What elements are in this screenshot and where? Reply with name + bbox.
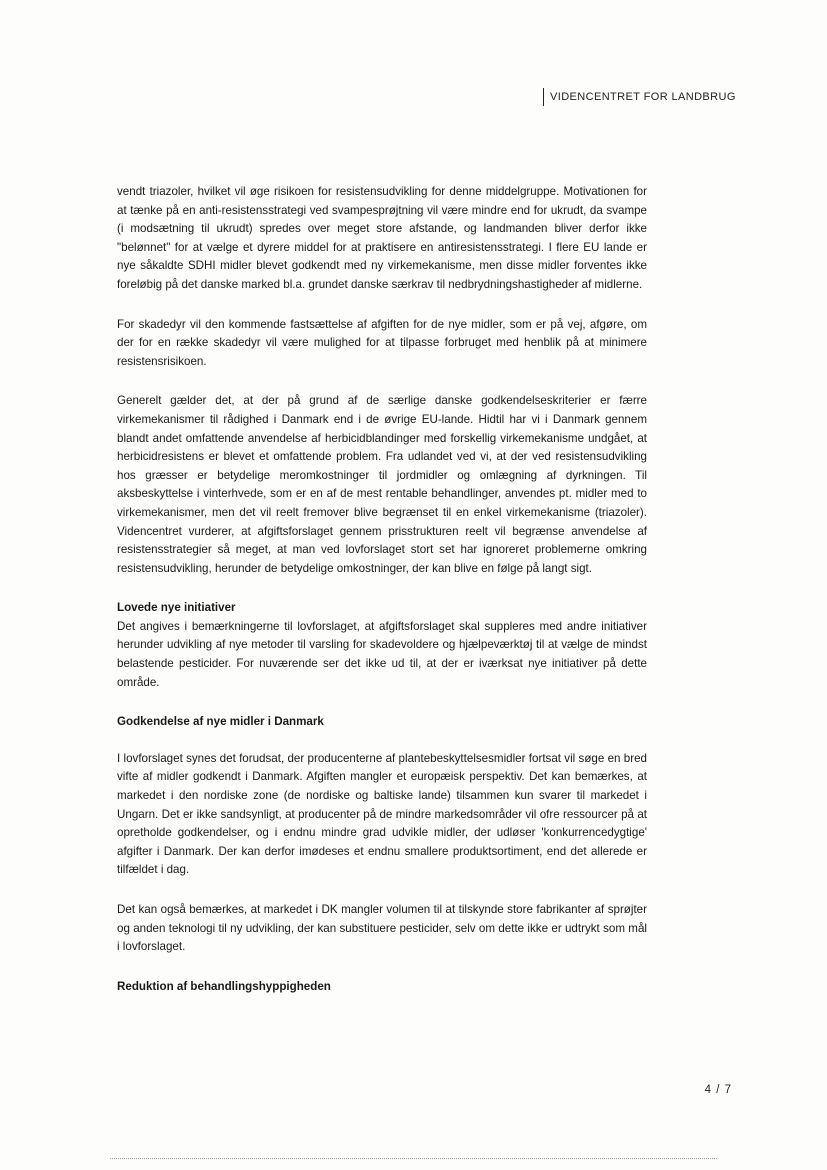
- section-heading-reduktion: Reduktion af behandlingshyppigheden: [117, 979, 331, 993]
- paragraph-triazoler: vendt triazoler, hvilket vil øge risikoen for resistensudvikling for denne middelgruppe. Motivationen for at tænke på en anti-resistensstrategi ved svampesprøjtning vil være mindre end for ukrudt, da svampe (i modsætning til ukrudt) spredes over meget store afstande, og landmanden bliver derfor ikke "belønnet" for at vælge et dyrere middel for at praktisere en antiresistensstrategi. I flere EU lande er nye såkaldte SDHI midler blevet godkendt med ny virkemekanisme, men disse midler forventes ikke foreløbig på det danske marked bl.a. grundet danske særkrav til nedbrydningshastigheder af midlerne.: [117, 185, 647, 291]
- organization-header: [543, 88, 736, 106]
- section-heading-godkendelse: Godkendelse af nye midler i Danmark: [117, 715, 324, 729]
- document-body: [117, 183, 647, 996]
- page-number: 4 / 7: [704, 1084, 732, 1096]
- paragraph-skadedyr: For skadedyr vil den kommende fastsættelse af afgiften for de nye midler, som er på vej, afgøre, om der for en række skadedyr vil være mulighed for at tilpasse forbruget med henblik på at minimere resistensrisikoen.: [117, 317, 647, 368]
- paragraph-generelt: Generelt gælder det, at der på grund af de særlige danske godkendelseskriterier er færre virkemekanismer til rådighed i Danmark end i de øvrige EU-lande. Hidtil har vi i Danmark gennem blandt andet omfattende anvendelse af herbicidblandinger med forskellig virkemekanisme undgået, at herbicidresistens er blevet et omfattende problem. Fra udlandet ved vi, at der ved resistensudvikling hos græsser er betydelige meromkostninger til jordmidler og omlægning af dyrkningen. Til aksbeskyttelse i vinterhvede, som er en af de mest rentable behandlinger, anvendes pt. midler med to virkemekanismer, men det vil reelt fremover blive begrænset til en enkel virkemekanisme (triazoler). Videncentret vurderer, at afgiftsforslaget gennem prisstrukturen reelt vil begrænse anvendelse af resistensstrategier så meget, at man ved lovforslaget stort set har ignoreret problemerne omkring resistensudvikling, herunder de betydelige omkostninger, der kan blive en følge på langt sigt.: [117, 394, 647, 575]
- section-heading-lovede-initiativer: Lovede nye initiativer: [117, 601, 236, 615]
- paragraph-godkendelse: I lovforslaget synes det forudsat, der producenterne af plantebeskyttelsesmidler fortsat vil søge en bred vifte af midler godkendt i Danmark. Afgiften mangler et europæisk perspektiv. Det kan bemærkes, at markedet i den nordiske zone (de nordiske og baltiske lande) tilsammen kun svarer til markedet i Ungarn. Det er ikke sandsynligt, at producenter på de mindre markedsområder vil ofre ressourcer på at opretholde godkendelser, og i endnu mindre grad udvikle midler, der udløser 'konkurrencedygtige' afgifter i Danmark. Der kan derfor imødeses et endnu smallere produktsortiment, end det allerede er tilfældet i dag.: [117, 751, 647, 877]
- paragraph-markedet-dk: Det kan også bemærkes, at markedet i DK mangler volumen til at tilskynde store fabrikanter af sprøjter og anden teknologi til ny udvikling, der kan substituere pesticider, selv om dette ikke er udtrykt som mål i lovforslaget.: [117, 903, 647, 954]
- bottom-divider: [110, 1158, 717, 1159]
- paragraph-initiativer: Det angives i bemærkningerne til lovforslaget, at afgiftsforslaget skal suppleres med andre initiativer herunder udvikling af nye metoder til varsling for skadevoldere og hjælpeværktøj til at vælge de mindst belastende pesticider. For nuværende ser det ikke ud til, at der er iværksat nye initiativer på dette område.: [117, 619, 647, 689]
- organization-name: VIDENCENTRET FOR LANDBRUG: [550, 91, 736, 103]
